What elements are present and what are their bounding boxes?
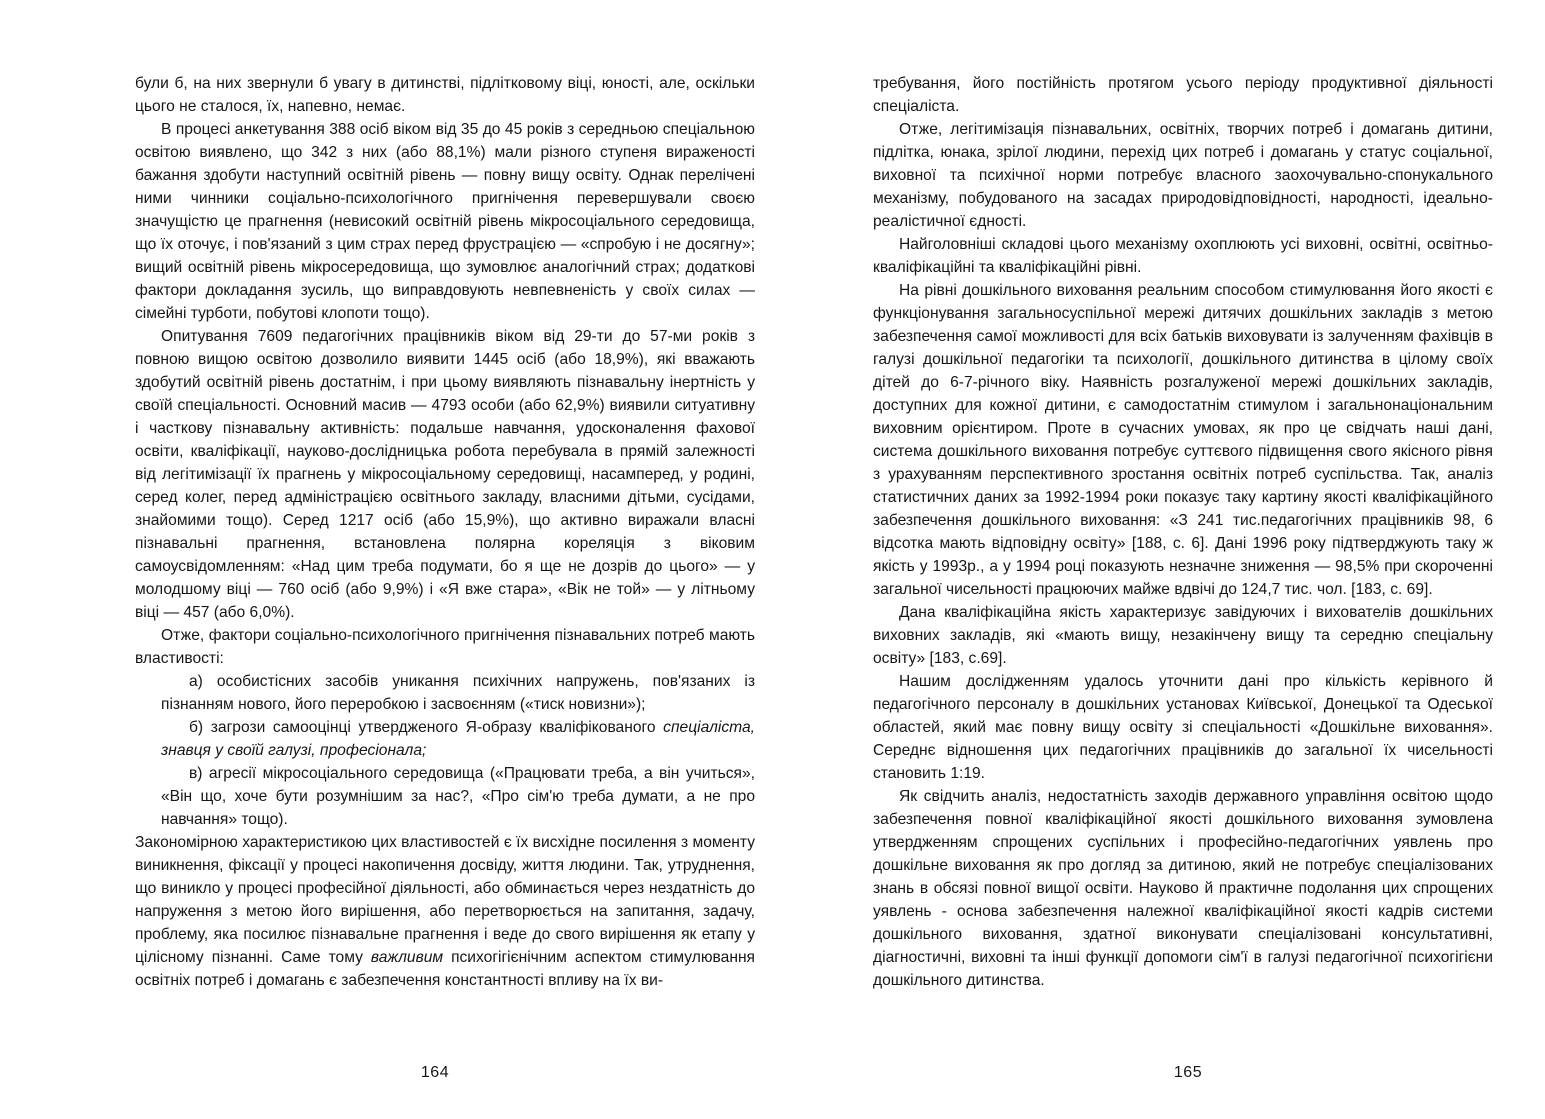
paragraph: Дана кваліфікаційна якість характеризує завідуючих і вихователів дошкільних виховних закладів, які «мають вищу, незакінчену вищу та середню спеціальну освіту» [183, с.69]. — [873, 604, 1493, 667]
paragraph — [135, 831, 755, 992]
paragraph: В процесі анкетування 388 осіб віком від 35 до 45 років з середньою спеціальною освітою виявлено, що 342 з них (або 88,1%) мали різного ступеня вираженості бажання здобути наступний освітній рівень — повну вищу освіту. Однак перелічені ними чинники соціально-психологічного пригнічення перевершували своєю значущістю це прагнення (невисокий освітній рівень мікросоціального середовища, що їх оточує, і пов'язаний з цим страх перед фрустрацією — «спробую і не досягну»; вищий освітній рівень мікросередовища, що зумовлює аналогічний страх; додаткові фактори докладання зусиль, що виправдовують невпевненість у своїх силах — сімейні турботи, побутові клопоти тощо). — [135, 121, 755, 322]
right-page — [873, 72, 1493, 992]
list-item: в) агресії мікросоціального середовища («Працювати треба, а він учиться», «Він що, хоче бути розумнішим за нас?, «Про сім'ю треба думати, а не про навчання» тощо). — [161, 765, 755, 828]
paragraph: Нашим дослідженням удалось уточнити дані про кількість керівного й педагогічного персоналу в дошкільних установах Київської, Донецької та Одеської областей, який має повну вищу освіту зі спеціальності «Дошкільне виховання». Середнє відношення цих педагогічних працівників до загальної їх чисельності становить 1:19. — [873, 673, 1493, 782]
paragraph-italic-text: важливим — [370, 949, 444, 966]
paragraph: Найголовніші складові цього механізму охоплюють усі виховні, освітні, освітньо-кваліфікаційні та кваліфікаційні рівні. — [873, 236, 1493, 276]
paragraph-text: Закономірною характеристикою цих властивостей є їх висхідне посилення з моменту виникнення, фіксації у процесі накопичення досвіду, життя людини. Так, утруднення, що виникло у процесі професійної діяльності, або обминається через нездатність до напруження з метою його вирішення, або перетворюється на запитання, задачу, проблему, яка посилює пізнавальне прагнення і веде до свого вирішення як етапу у цілісному пізнанні. Саме тому — [135, 834, 755, 966]
paragraph: Як свідчить аналіз, недостатність заходів державного управління освітою щодо забезпечення повної кваліфікаційної якості дошкільного виховання зумовлена утвердженням спрощених суспільних і професійно-педагогічних уявлень про дошкільне виховання як про догляд за дитиною, який не потребує спеціалізованих знань в обсязі повної вищої освіти. Науково й практичне подолання цих спрощених уявлень - основа забезпечення належної кваліфікаційної якості кадрів системи дошкільного виховання, здатної виконувати спеціалізовані консультативні, діагностичні, виховні та інші функції допомоги сім'ї в галузі педагогічної психогігієни дошкільного дитинства. — [873, 788, 1493, 989]
paragraph: Отже, фактори соціально-психологічного пригнічення пізнавальних потреб мають властивості: — [135, 627, 755, 667]
left-page — [135, 72, 755, 992]
paragraph: Отже, легітимізація пізнавальних, освітніх, творчих потреб і домагань дитини, підлітка, юнака, зрілої людини, перехід цих потреб і домагань у статус соціальної, виховної та психічної норми потребує власного заохочувально-спонукального механізму, побудованого на засадах природовідповідності, народності, ідеально-реалістичної єдності. — [873, 121, 1493, 230]
paragraph: требування, його постійність протягом усього періоду продуктивної діяльності спеціаліста. — [873, 75, 1493, 115]
list-item-text: б) загрози самооцінці утвердженого Я-образу кваліфікованого — [189, 719, 656, 736]
paragraph: Опитування 7609 педагогічних працівників віком від 29-ти до 57-ми років з повною вищою освітою дозволило виявити 1445 осіб (або 18,9%), які вважають здобутий освітній рівень достатнім, і при цьому виявляють пізнавальну інертність у своїй спеціальності. Основний масив — 4793 особи (або 62,9%) виявили ситуативну і часткову пізнавальну активність: подальше навчання, удосконалення фахової освіти, кваліфікації, науково-дослідницька робота перебувала в прямій залежності від легітимізації їх прагнень у мікросоціальному середовищі, насамперед, у родині, серед колег, перед адміністрацією освітнього закладу, власними дітьми, сусідами, знайомими тощо). Серед 1217 осіб (або 15,9%), що активно виражали власні пізнавальні прагнення, встановлена полярна кореляція з віковим самоусвідомленням: «Над цим треба подумати, бо я ще не дозрів до цього» — у молодшому віці — 760 осіб (або 9,9%) і «Я вже стара», «Вік не той» — у літньому віці — 457 (або 6,0%). — [135, 328, 755, 621]
page-number: 164 — [420, 1064, 450, 1081]
paragraph: були б, на них звернули б увагу в дитинстві, підлітковому віці, юності, але, оскільки цього не сталося, їх, напевно, немає. — [135, 75, 755, 115]
list-item-italic-text: спеціаліста, знавця у своїй галузі, професіонала; — [161, 719, 755, 759]
paragraph-text: психогігієнічним аспектом стимулювання освітніх потреб і домагань є забезпечення константності впливу на їх ви- — [135, 949, 755, 989]
list-item — [135, 716, 755, 762]
page-number: 165 — [1173, 1064, 1203, 1081]
paragraph: На рівні дошкільного виховання реальним способом стимулювання його якості є функціонування загальносуспільної мережі дитячих дошкільних закладів з метою забезпечення самої можливості для всіх батьків виховувати із залученням фахівців в галузі дошкільної педагогіки та психології, дошкільного дитинства в цілому своїх дітей до 6-7-річного віку. Наявність розгалуженої мережі дошкільних закладів, доступних для кожної дитини, є самодостатнім стимулом і загальнонаціональним виховним орієнтиром. Проте в сучасних умовах, як про це свідчать наші дані, система дошкільного виховання потребує суттєвого підвищення свого якісного рівня з урахуванням перспективного зростання освітніх потреб суспільства. Так, аналіз статистичних даних за 1992-1994 роки показує таку картину якості кваліфікаційного забезпечення дошкільного виховання: «З 241 тис.педагогічних працівників 98, 6 відсотка мають відповідну освіту» [188, с. 6]. Дані 1996 року підтверджують таку ж якість у 1993р., а у 1994 році показують незначне зниження — 98,5% при скороченні загальної чисельності працюючих майже вдвічі до 124,7 тис. чол. [183, с. 69]. — [873, 282, 1493, 598]
list-item: а) особистісних засобів уникання психічних напружень, пов'язаних із пізнанням нового, його переробкою і засвоєнням («тиск новизни»); — [161, 673, 755, 713]
